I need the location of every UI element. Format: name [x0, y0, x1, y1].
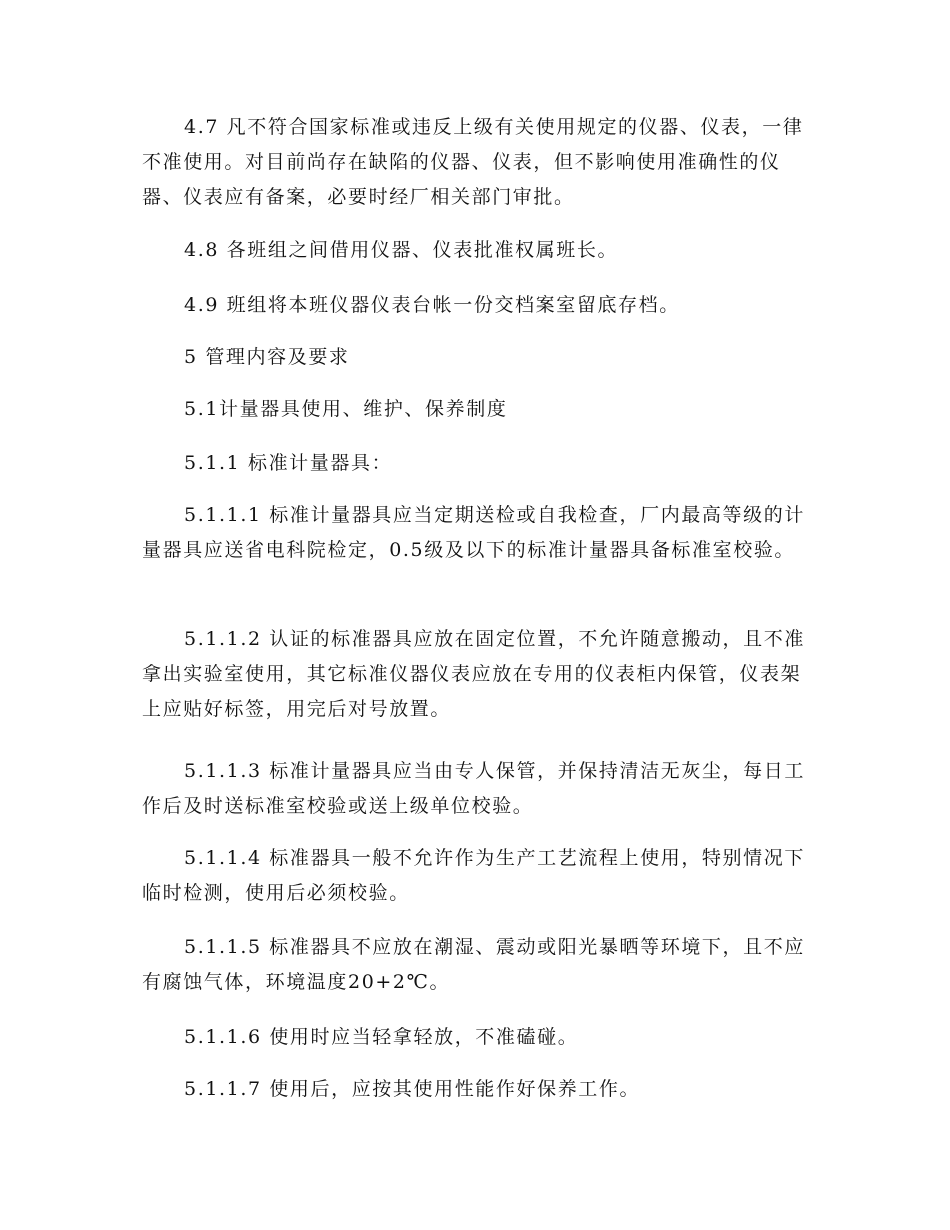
paragraph-5-1-1-6: 5.1.1.6 使用时应当轻拿轻放，不准磕碰。 [184, 1026, 579, 1048]
paragraph-4-8: 4.8 各班组之间借用仪器、仪表批准权属班长。 [184, 239, 619, 261]
section-heading-5: 5 管理内容及要求 [184, 346, 350, 368]
paragraph-5-1-1-2: 5.1.1.2 认证的标准器具应放在固定位置，不允许随意搬动，且不准拿出实验室使用，其它标准仪器仪表应放在专用的仪表柜内保管，仪表架上应贴好标签，用完后对号放置。 [142, 628, 805, 720]
paragraph-4-9: 4.9 班组将本班仪器仪表台帐一份交档案室留底存档。 [184, 294, 680, 316]
section-heading-5-1: 5.1计量器具使用、维护、保养制度 [184, 398, 508, 420]
section-heading-5-1-1: 5.1.1 标准计量器具： [184, 452, 393, 474]
paragraph-5-1-1-1: 5.1.1.1 标准计量器具应当定期送检或自我检查，厂内最高等级的计量器具应送省电科院检定，0.5级及以下的标准计量器具备标准室校验。 [142, 504, 805, 561]
paragraph-5-1-1-5: 5.1.1.5 标准器具不应放在潮湿、震动或阳光暴晒等环境下，且不应有腐蚀气体，环境温度20+2℃。 [142, 936, 805, 993]
paragraph-5-1-1-4: 5.1.1.4 标准器具一般不允许作为生产工艺流程上使用，特别情况下临时检测，使用后必须校验。 [142, 847, 805, 904]
paragraph-4-7: 4.7 凡不符合国家标准或违反上级有关使用规定的仪器、仪表，一律不准使用。对目前尚存在缺陷的仪器、仪表，但不影响使用准确性的仪器、仪表应有备案，必要时经厂相关部门审批。 [142, 116, 804, 208]
paragraph-5-1-1-7: 5.1.1.7 使用后，应按其使用性能作好保养工作。 [184, 1078, 641, 1100]
paragraph-5-1-1-3: 5.1.1.3 标准计量器具应当由专人保管，并保持清洁无灰尘，每日工作后及时送标准室校验或送上级单位校验。 [142, 760, 805, 817]
